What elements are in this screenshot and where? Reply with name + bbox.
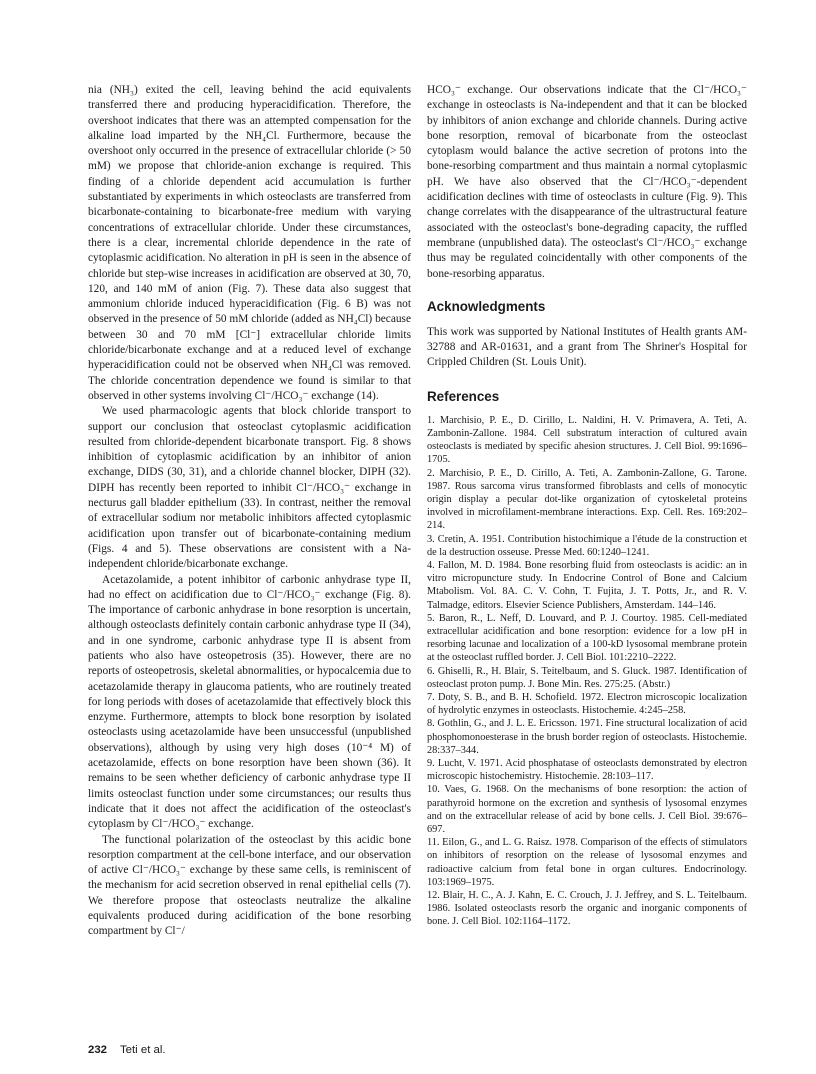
- body-paragraph: The functional polarization of the osteoclast by this acidic bone resorption compartment at the cell-bone interface, and our observation of active Cl⁻/HCO₃⁻ exchange by these same cells, is reminiscent of the mechanism for acid secretion observed in renal epithelial cells (7). We therefore propose that osteoclasts neutralize the alkaline equivalents produced during acidification of the bone resorbing compartment by Cl⁻/: [88, 833, 411, 938]
- body-paragraph: nia (NH₃) exited the cell, leaving behind the acid equivalents transferred there and producing hyperacidification. Therefore, the overshoot indicates that there was an attempted compensation for the alkaline load imparted by the NH₄Cl. Furthermore, because the overshoot only occurred in the presence of extracellular chloride (> 50 mM) we propose that chloride-anion exchange is required. This finding of a chloride dependent acid accumulation is further substantiated by experiments in which osteoclasts are transferred from bicarbonate-containing to bicarbonate-free medium with varying concentrations of extracellular chloride. Under these circumstances, there is a clear, incremental chloride dependence in the rate of cytoplasmic acidification. No alteration in pH is seen in the absence of chloride but step-wise increases in acidification are observed at 30, 70, 120, and 140 mM of anion (Fig. 7). These data also suggest that ammonium chloride induced hyperacidification (Fig. 6 B) was not observed in the presence of 50 mM chloride (added as NH₄Cl) because between 30 and 70 mM [Cl⁻] extracellular chloride limits chloride/bicarbonate exchange and at a reduced level of exchange hyperacidification could not be observed when NH₄Cl was removed. The chloride concentration dependence we found is similar to that observed in other systems involving Cl⁻/HCO₃⁻ exchange (14).: [88, 84, 411, 402]
- reference-item: 5. Baron, R., L. Neff, D. Louvard, and P. J. Courtoy. 1985. Cell-mediated extracellular acidification and bone resorption: evidence for a low pH in resorbing lacunae and localization of a 100-kD lysosomal membrane protein at the osteoclast ruffled border. J. Cell Biol. 101:2210–2222.: [427, 612, 747, 664]
- reference-item: 12. Blair, H. C., A. J. Kahn, E. C. Crouch, J. J. Jeffrey, and S. L. Teitelbaum. 1986. Isolated osteoclasts resorb the organic and inorganic components of bone. J. Cell Biol. 102:1164–1172.: [427, 890, 747, 928]
- body-paragraph: We used pharmacologic agents that block chloride transport to support our conclusion that osteoclast cytoplasmic acidification resulted from chloride-dependent bicarbonate transport. Fig. 8 shows inhibition of cytoplasmic acidification by an inhibitor of anion exchange, DIDS (30, 31), and a chloride channel blocker, DIPH (32). DIPH has recently been reported to inhibit Cl⁻/HCO₃⁻ exchange in necturus gall bladder epithelium (33). In contrast, neither the removal of extracellular sodium nor metabolic inhibitors affected cytoplasmic acidification upon transfer out of bicarbonate-containing medium (Figs. 4 and 5). These observations are consistent with a Na-independent chloride/bicarbonate exchange.: [88, 405, 411, 571]
- reference-item: 4. Fallon, M. D. 1984. Bone resorbing fluid from osteoclasts is acidic: an in vitro micropuncture study. In Endocrine Control of Bone and Calcium Mtabolism. Vol. 8A. C. V. Cohn, T. Fujita, J. T. Potts, Jr., and R. V. Talmadge, editors. Elsevier Science Publishers, Amsterdam. 144–146.: [427, 559, 747, 611]
- running-head: Teti et al.: [119, 1044, 166, 1056]
- reference-item: 8. Gothlin, G., and J. L. E. Ericsson. 1971. Fine structural localization of acid phosphomonoesterase in the brush border region of osteoclasts. Histochemie. 28:337–344.: [427, 718, 747, 756]
- body-paragraph: Acetazolamide, a potent inhibitor of carbonic anhydrase type II, had no effect on acidification due to Cl⁻/HCO₃⁻ exchange (Fig. 8). The importance of carbonic anhydrase in bone resorption is uncertain, although osteoclasts definitely contain carbonic anhydrase type II (34), and in one syndrome, carbonic anhydrase type II is absent from patients who also have osteopetrosis (35). However, there are no reports of osteopetrosis, skeletal abnormalities, or hypocalcemia due to acetazolamide therapy in glaucoma patients, who are routinely treated for long periods with doses of acetazolamide that effectively block this enzyme. Furthermore, attempts to block bone resorption by isolated osteoclasts using acetazolamide have been unsuccessful (unpublished observations), although by using very high doses (10⁻⁴ M) of acetazolamide, effects on bone resorption have been shown (36). It remains to be seen whether deficiency of carbonic anhydrase type II limits osteoclast function under some circumstances; our results thus indicate that it does not affect the acidification of the osteoclast's cytoplasm by Cl⁻/HCO₃⁻ exchange.: [88, 573, 411, 831]
- reference-item: 9. Lucht, V. 1971. Acid phosphatase of osteoclasts demonstrated by electron microscopic histochemistry. Histochemie. 28:103–117.: [427, 758, 747, 783]
- page-number: 232: [88, 1044, 108, 1056]
- reference-item: 1. Marchisio, P. E., D. Cirillo, L. Naldini, H. V. Primavera, A. Teti, A. Zambonin-Zallone. 1984. Cell substratum interaction of cultured avain osteoclasts is mediated by specific ahesion structures. J. Cell Biol. 99:1696–1705.: [427, 414, 747, 466]
- left-text-column: [88, 83, 411, 940]
- body-paragraph: HCO₃⁻ exchange. Our observations indicate that the Cl⁻/HCO₃⁻ exchange in osteoclasts is Na-independent and that it can be blocked by inhibitors of anion exchange and chloride channels. During active bone resorption, removal of bicarbonate from the osteoclast cytoplasm would balance the active secretion of protons into the bone-resorbing compartment and thus maintain a normal cytoplasmic pH. We have also observed that the Cl⁻/HCO₃⁻-dependent acidification declines with time of osteoclasts in culture (Fig. 9). This change correlates with the disappearance of the ultrastructural feature associated with the osteoclast's bone-degrading capacity, the ruffled membrane (unpublished data). The osteoclast's Cl⁻/HCO₃⁻ exchange thus may be regulated coincidentally with other components of the bone-resorbing apparatus.: [427, 84, 747, 280]
- reference-list: [427, 414, 747, 929]
- reference-item: 7. Doty, S. B., and B. H. Schofield. 1972. Electron microscopic localization of hydrolytic enzymes in osteoclasts. Histochemie. 4:245–258.: [427, 692, 747, 717]
- page-footer: [88, 1044, 166, 1056]
- reference-item: 11. Eilon, G., and L. G. Raisz. 1978. Comparison of the effects of stimulators on inhibitors of resorption on the release of lysosomal enzymes and radioactive calcium from fetal bone in organ cultures. Endocrinology. 103:1969–1975.: [427, 837, 747, 888]
- right-text-column: [427, 83, 747, 929]
- reference-item: 10. Vaes, G. 1968. On the mechanisms of bone resorption: the action of parathyroid hormone on the excretion and synthesis of lysosomal enzymes and on the extracellular release of acid by bone cells. J. Cell Biol. 39:676–697.: [427, 784, 747, 836]
- reference-item: 6. Ghiselli, R., H. Blair, S. Teitelbaum, and S. Gluck. 1987. Identification of osteoclast proton pump. J. Bone Min. Res. 275:25. (Abstr.): [427, 665, 747, 690]
- acknowledgments-heading: Acknowledgments: [427, 298, 546, 314]
- reference-item: 2. Marchisio, P. E., D. Cirillo, A. Teti, A. Zambonin-Zallone, G. Tarone. 1987. Rous sarcoma virus transformed fibroblasts and cells of monocytic origin display a pecular dot-like organization of cytoskeletal proteins involved in microfilament-membrane interactions. Exp. Cell. Res. 169:202–214.: [427, 467, 747, 532]
- acknowledgments-text: This work was supported by National Institutes of Health grants AM-32788 and AR-01631, and a grant from The Shriner's Hospital for Crippled Children (St. Louis Unit).: [427, 325, 747, 369]
- references-heading: References: [427, 388, 500, 404]
- reference-item: 3. Cretin, A. 1951. Contribution histochimique a l'étude de la construction et de la destruction osseuse. Presse Med. 60:1240–1241.: [427, 533, 747, 558]
